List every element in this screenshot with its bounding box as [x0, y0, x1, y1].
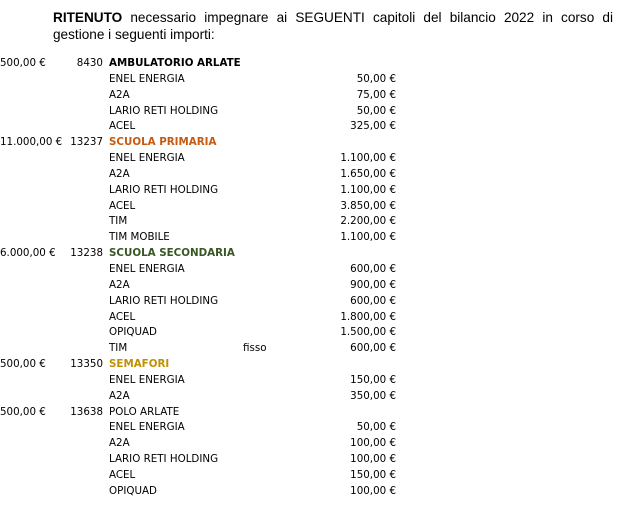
table-row [0, 135, 640, 151]
table-row [0, 104, 640, 120]
table-row [0, 199, 640, 215]
item-amount: 1.650,00 € [340, 167, 396, 180]
item-amount: 1.500,00 € [340, 326, 396, 339]
item-amount: 1.100,00 € [340, 183, 396, 196]
table-row [0, 262, 640, 278]
item-amount: 75,00 € [356, 88, 396, 101]
table-row [0, 452, 640, 468]
table-row [0, 294, 640, 310]
item-amount: 100,00 € [350, 484, 396, 497]
item-amount: 150,00 € [350, 373, 396, 386]
item-name: POLO ARLATE [109, 405, 180, 418]
chapter-code: 13638 [70, 405, 103, 418]
item-name: A2A [109, 278, 130, 291]
intro-paragraph [53, 9, 613, 43]
item-name: ACEL [109, 468, 136, 481]
item-name: TIM [109, 215, 128, 228]
table-row [0, 214, 640, 230]
item-amount: 350,00 € [350, 389, 396, 402]
item-name: ENEL ENERGIA [109, 152, 185, 165]
chapter-amount: 500,00 € [0, 358, 46, 371]
table-row [0, 420, 640, 436]
budget-table [0, 56, 640, 500]
table-row [0, 405, 640, 421]
item-name: ENEL ENERGIA [109, 421, 185, 434]
item-name: SCUOLA SECONDARIA [109, 247, 235, 260]
table-row [0, 484, 640, 500]
chapter-amount: 6.000,00 € [0, 247, 56, 260]
item-amount: 600,00 € [350, 262, 396, 275]
table-row [0, 468, 640, 484]
table-row [0, 88, 640, 104]
item-amount: 100,00 € [350, 437, 396, 450]
table-row [0, 278, 640, 294]
item-name: ENEL ENERGIA [109, 373, 185, 386]
item-amount: 1.800,00 € [340, 310, 396, 323]
table-row [0, 341, 640, 357]
item-name: ACEL [109, 199, 136, 212]
table-row [0, 357, 640, 373]
item-name: TIM [109, 342, 128, 355]
item-name: A2A [109, 88, 130, 101]
item-amount: 2.200,00 € [340, 215, 396, 228]
item-name: A2A [109, 437, 130, 450]
table-row [0, 183, 640, 199]
item-amount: 50,00 € [356, 72, 396, 85]
item-amount: 50,00 € [356, 421, 396, 434]
chapter-amount: 11.000,00 € [0, 136, 63, 149]
chapter-amount: 500,00 € [0, 57, 46, 69]
item-amount: 600,00 € [350, 342, 396, 355]
item-amount: 3.850,00 € [340, 199, 396, 212]
item-name: LARIO RETI HOLDING [109, 294, 219, 307]
table-row [0, 310, 640, 326]
item-name: SCUOLA PRIMARIA [109, 136, 217, 149]
item-name: OPIQUAD [109, 484, 157, 497]
intro-bold-word: RITENUTO [53, 10, 123, 25]
table-row [0, 373, 640, 389]
table-row [0, 246, 640, 262]
table-row [0, 389, 640, 405]
item-name: ACEL [109, 120, 136, 133]
item-amount: 900,00 € [350, 278, 396, 291]
chapter-code: 13350 [70, 358, 103, 371]
item-amount: 50,00 € [356, 104, 396, 117]
item-name: OPIQUAD [109, 326, 157, 339]
table-row [0, 151, 640, 167]
item-amount: 1.100,00 € [340, 152, 396, 165]
item-name: ENEL ENERGIA [109, 72, 185, 85]
item-note: fisso [243, 342, 267, 355]
intro-text: necessario impegnare ai SEGUENTI capitoli del bilancio 2022 in corso di gestione i seguenti importi: [53, 10, 613, 42]
item-name: TIM MOBILE [109, 231, 170, 244]
table-row [0, 325, 640, 341]
item-name: LARIO RETI HOLDING [109, 104, 219, 117]
item-name: AMBULATORIO ARLATE [109, 57, 241, 69]
table-row [0, 167, 640, 183]
table-row [0, 72, 640, 88]
item-amount: 1.100,00 € [340, 231, 396, 244]
table-row [0, 56, 640, 72]
item-name: ACEL [109, 310, 136, 323]
chapter-code: 13237 [70, 136, 103, 149]
table-row [0, 230, 640, 246]
item-amount: 100,00 € [350, 453, 396, 466]
item-amount: 150,00 € [350, 468, 396, 481]
item-name: ENEL ENERGIA [109, 262, 185, 275]
item-amount: 325,00 € [350, 120, 396, 133]
item-name: SEMAFORI [109, 358, 170, 371]
chapter-code: 8430 [76, 57, 103, 69]
item-name: LARIO RETI HOLDING [109, 453, 219, 466]
chapter-code: 13238 [70, 247, 103, 260]
table-row [0, 119, 640, 135]
item-amount: 600,00 € [350, 294, 396, 307]
item-name: A2A [109, 389, 130, 402]
item-name: LARIO RETI HOLDING [109, 183, 219, 196]
table-row [0, 436, 640, 452]
item-name: A2A [109, 167, 130, 180]
chapter-amount: 500,00 € [0, 405, 46, 418]
